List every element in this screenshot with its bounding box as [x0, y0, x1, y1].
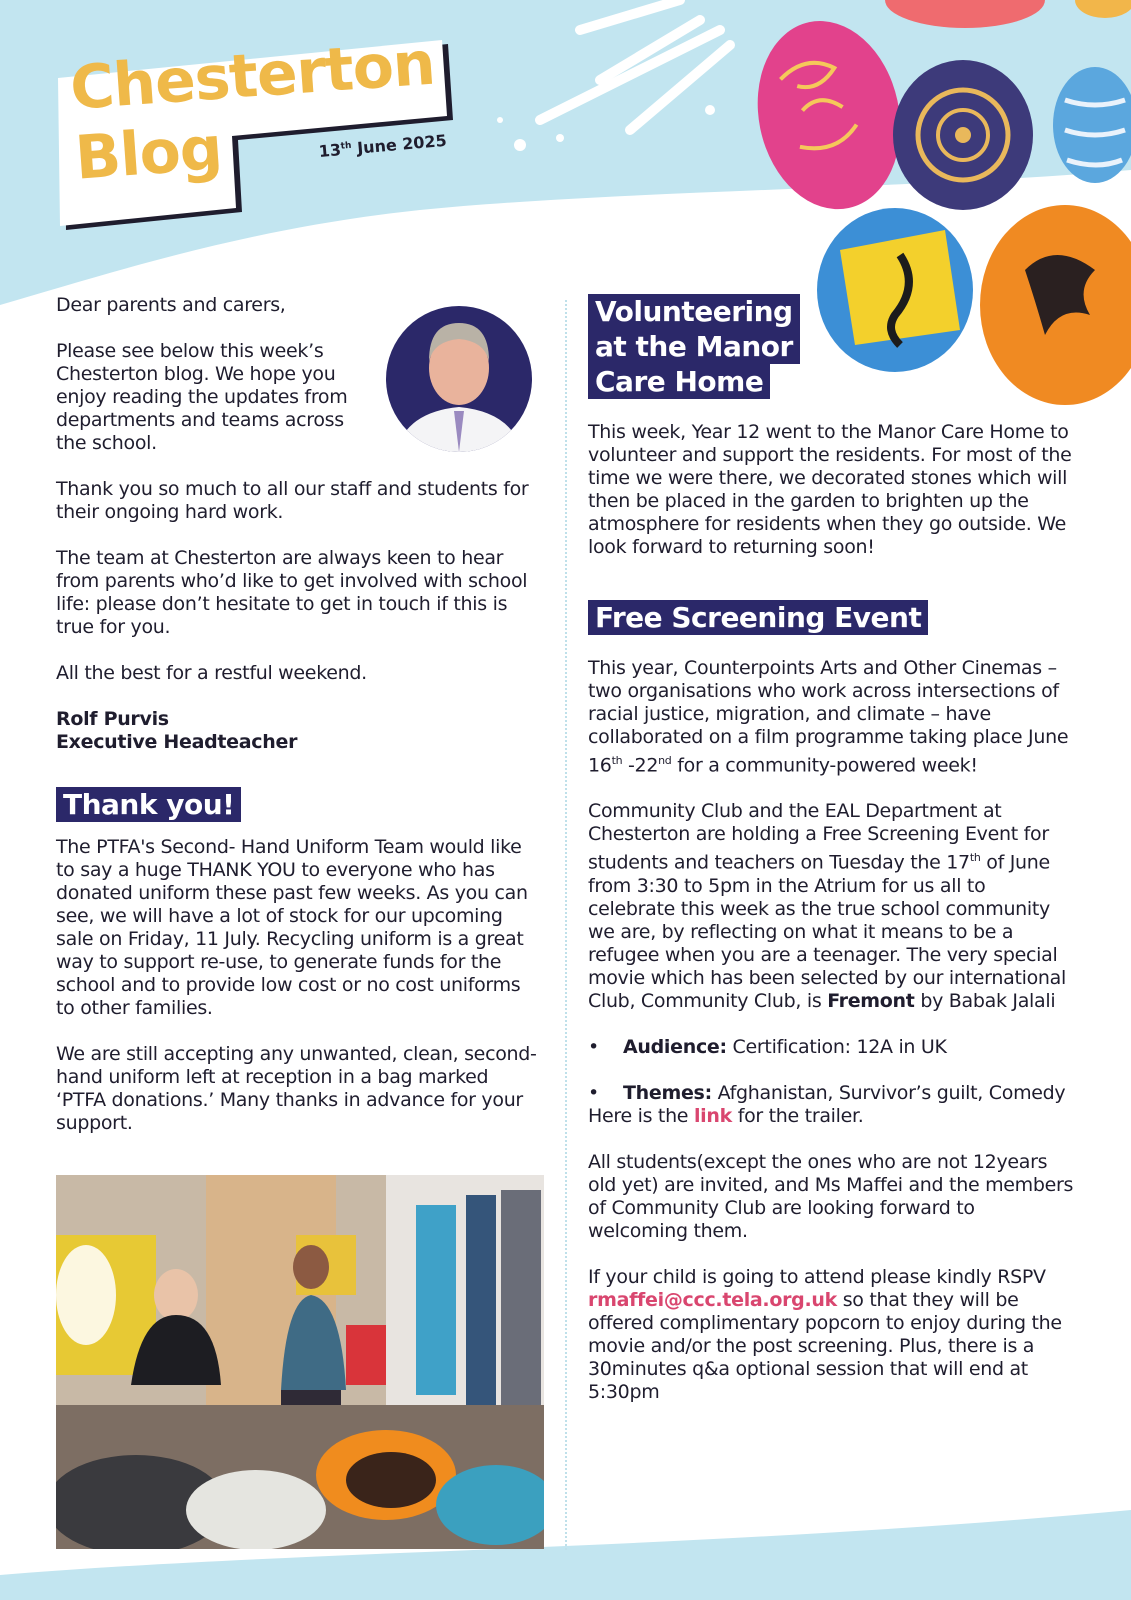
thank-you-heading: Thank you! — [56, 787, 241, 822]
volunteering-heading-line2: at the Manor — [588, 329, 800, 364]
screening-heading: Free Screening Event — [588, 600, 928, 635]
signature — [56, 708, 542, 754]
trailer-link[interactable]: link — [693, 1104, 732, 1127]
screening-details-list — [588, 1036, 1078, 1105]
blog-title-line2: Blog — [72, 113, 224, 194]
screening-p2-text-c: by Babak Jalali — [914, 989, 1056, 1012]
screening-p2-sup: th — [969, 851, 981, 865]
screening-p1-sup-2: nd — [658, 754, 672, 767]
screening-p1-sup-1: th — [611, 754, 623, 767]
column-divider — [565, 300, 567, 1550]
film-title: Fremont — [827, 989, 915, 1012]
thank-you-paragraph-2: We are still accepting any unwanted, clean, second-hand uniform left at reception in a bag marked ‘PTFA donations.’ Many thanks in advance for your support. — [56, 1043, 537, 1134]
screening-p2-text-b: of June from 3:30 to 5pm in the Atrium for us all to celebrate this week as the true school community we are, by reflecting on what it means to be a refugee when you are a teenager. The very special movie which has been selected by our international Club, Community Club, is — [588, 851, 1066, 1012]
volunteering-paragraph: This week, Year 12 went to the Manor Care Home to volunteer and support the residents. For most of the time we were there, we decorated stones which will then be placed in the garden to brighten up the atmosphere for residents when they go outside. We look forward to returning soon! — [588, 421, 1072, 558]
trailer-text-b: for the trailer. — [731, 1104, 864, 1127]
themes-value: Afghanistan, Survivor’s guilt, Comedy — [711, 1081, 1066, 1104]
screening-p1-text-a: This year, Counterpoints Arts and Other Cinemas – two organisations who work across intersections of racial justice, migration, and climate – have collaborated on a film programme taking place June 16 — [588, 657, 1069, 777]
trailer-text-a: Here is the — [588, 1104, 694, 1127]
blog-title-card — [56, 28, 456, 235]
uniform-donations-photo — [56, 1175, 544, 1549]
left-column — [56, 294, 542, 1158]
rsvp-text-b: so that they will be offered complimentary popcorn to enjoy during the movie and/or the post screening. Plus, there is a 30minutes q&a optional session that will end at 5:30pm — [588, 1288, 1062, 1403]
audience-value: Certification: 12A in UK — [726, 1035, 947, 1058]
screening-paragraph-2 — [588, 800, 1078, 1012]
rsvp-email-link[interactable]: rmaffei@ccc.tela.org.uk — [588, 1288, 837, 1311]
rsvp-text-a: If your child is going to attend please kindly RSPV — [588, 1265, 1046, 1288]
volunteering-heading-line3: Care Home — [588, 364, 770, 399]
date-month-year: June 2025 — [350, 130, 448, 159]
blog-title-line1: Chesterton — [68, 28, 437, 124]
intro-paragraph-1: Please see below this week’s Chesterton blog. We hope you enjoy reading the updates from departments and teams across the school. — [56, 340, 348, 454]
list-item-audience — [588, 1036, 1078, 1059]
intro-paragraph-3: The team at Chesterton are always keen to hear from parents who’d like to get involved with school life: please don’t hesitate to get in touch if this is true for you. — [56, 547, 528, 638]
screening-p2-text-a: Community Club and the EAL Department at Chesterton are holding a Free Screening Event for students and teachers on Tuesday the 17 — [588, 800, 1049, 874]
intro-paragraph-2: Thank you so much to all our staff and students for their ongoing hard work. — [56, 478, 529, 523]
screening-p1-text-b: -22 — [622, 754, 659, 777]
volunteering-heading-line1: Volunteering — [588, 294, 800, 329]
screening-paragraph-3: All students(except the ones who are not 12years old yet) are invited, and Ms Maffei and the members of Community Club are looking forward to welcoming them. — [588, 1150, 1074, 1242]
intro-paragraph-4: All the best for a restful weekend. — [56, 662, 367, 684]
signature-role: Executive Headteacher — [56, 731, 298, 753]
volunteering-heading — [588, 294, 1078, 399]
trailer-paragraph — [588, 1105, 1078, 1128]
sparkle-burst-decoration — [460, 0, 760, 180]
date-day: 13 — [318, 140, 342, 161]
thank-you-paragraph-1: The PTFA's Second- Hand Uniform Team would like to say a huge THANK YOU to everyone who has donated uniform these past few weeks. As you can see, we will have a lot of stock for our upcoming sale on Friday, 11 July. Recycling uniform is a great way to support re-use, to generate funds for the school and to provide low cost or no cost uniforms to other families. — [56, 836, 528, 1019]
right-column — [588, 294, 1078, 1427]
date-suffix: th — [340, 140, 352, 152]
screening-p1-text-c: for a community-powered week! — [671, 754, 978, 777]
screening-paragraph-1 — [588, 657, 1078, 777]
list-item-themes — [588, 1082, 1078, 1105]
signature-name: Rolf Purvis — [56, 708, 169, 730]
screening-paragraph-4 — [588, 1266, 1078, 1404]
greeting: Dear parents and carers, — [56, 294, 286, 316]
themes-label: Themes: — [623, 1081, 712, 1104]
audience-label: Audience: — [623, 1035, 727, 1058]
blog-title — [68, 29, 442, 194]
